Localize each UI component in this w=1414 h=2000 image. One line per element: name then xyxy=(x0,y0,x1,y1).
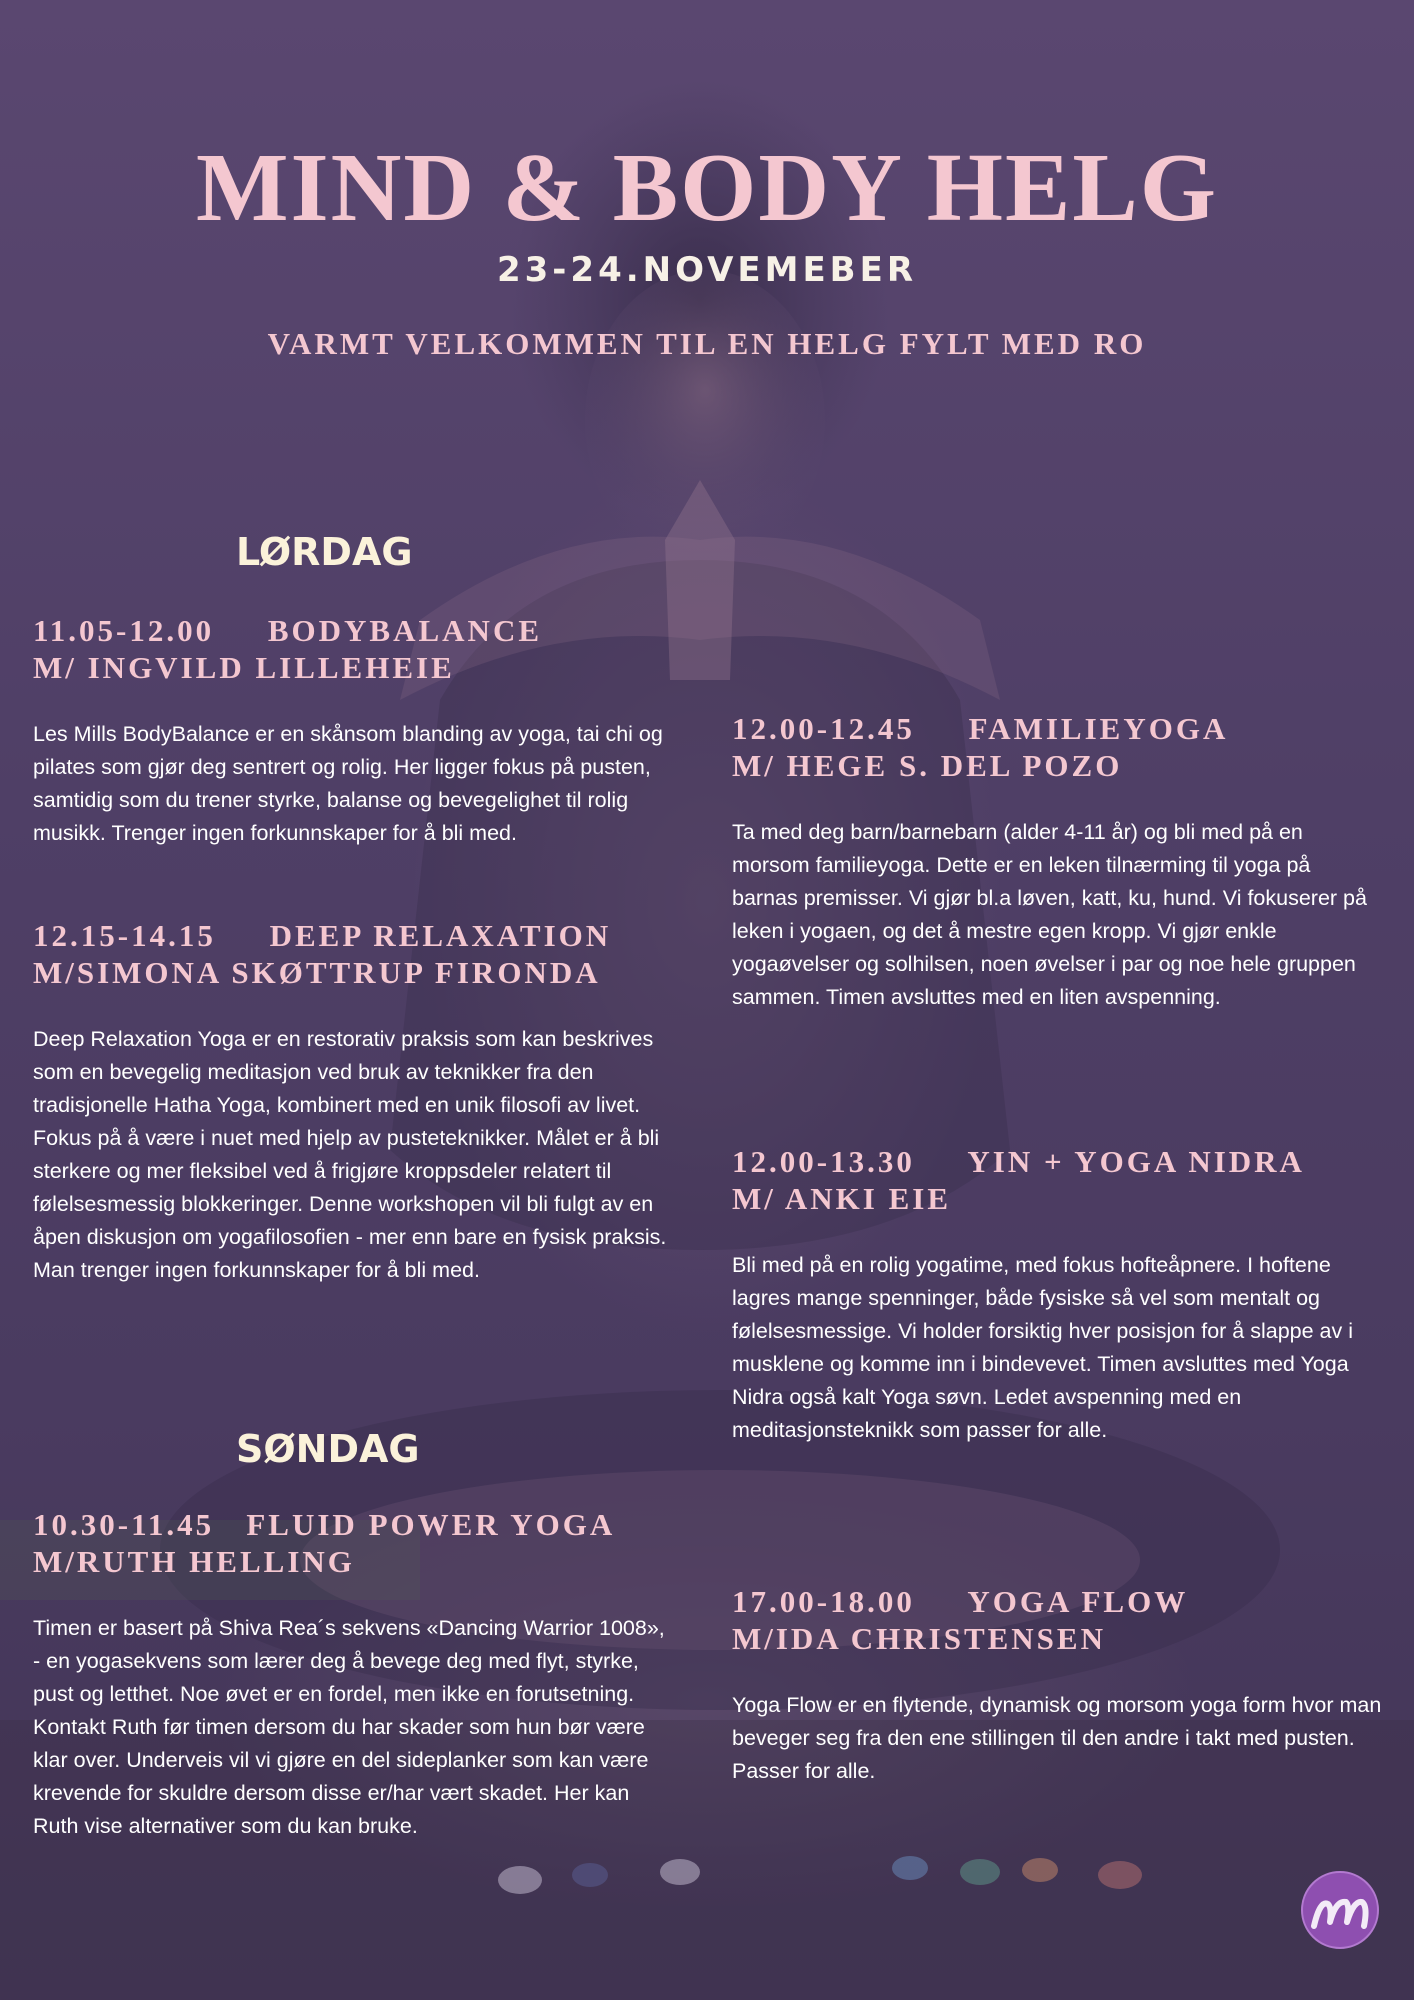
session-yoga-flow xyxy=(732,1583,1382,1788)
session-time-title: 12.15-14.15 DEEP RELAXATION xyxy=(33,918,612,953)
session-time-title: 10.30-11.45 FLUID POWER YOGA xyxy=(33,1507,616,1542)
session-time-title: 12.00-13.30 YIN + YOGA NIDRA xyxy=(732,1144,1305,1179)
session-description: Timen er basert på Shiva Rea´s sekvens «Dancing Warrior 1008», - en yogasekvens som lærer deg å bevege deg med flyt, styrke, pust og letthet. Noe øvet er en fordel, men ikke en forutsetning. Kontakt Ruth før timen dersom du har skader som hun bør være klar over. Underveis vil vi gjøre en del sideplanker som kan være krevende for skuldre dersom disse er/har vært skadet. Her kan Ruth vise alternativer som du kan bruke. xyxy=(33,1616,665,1838)
session-instructor: M/SIMONA SKØTTRUP FIRONDA xyxy=(33,955,601,990)
session-time-title: 11.05-12.00 BODYBALANCE xyxy=(33,613,543,648)
m-logo-icon xyxy=(1300,1870,1380,1950)
day-heading-sunday: SØNDAG xyxy=(236,1427,420,1471)
session-instructor: M/RUTH HELLING xyxy=(33,1544,355,1579)
page-title: MIND & BODY HELG xyxy=(195,134,1218,242)
session-time-title: 12.00-12.45 FAMILIEYOGA xyxy=(732,711,1229,746)
session-time-title: 17.00-18.00 YOGA FLOW xyxy=(732,1584,1189,1619)
session-description: Bli med på en rolig yogatime, med fokus hofteåpnere. I hoftene lagres mange spenninger, både fysiske så vel som mentalt og følelsesmessige. Vi holder forsiktig hver posisjon for å slappe av i musklene og komme inn i bindevevet. Timen avsluttes med Yoga Nidra også kalt Yoga søvn. Ledet avspenning med en meditasjonsteknikk som passer for alle. xyxy=(732,1253,1354,1442)
session-familieyoga xyxy=(732,710,1382,1014)
session-instructor: M/ ANKI EIE xyxy=(732,1181,952,1216)
session-instructor: M/ INGVILD LILLEHEIE xyxy=(33,650,455,685)
event-date: 23-24.NOVEMEBER xyxy=(496,250,918,290)
session-description: Ta med deg barn/barnebarn (alder 4-11 år) og bli med på en morsom familieyoga. Dette er en leken tilnærming til yoga på barnas premisser. Vi gjør bl.a løven, katt, ku, hund. Vi fokuserer på leken i yogaen, og det å mestre egen kropp. Vi gjør enkle yogaøvelser og solhilsen, noen øvelser i par og noe hele gruppen sammen. Timen avsluttes med en liten avspenning. xyxy=(732,820,1367,1009)
session-yin-yoga-nidra xyxy=(732,1143,1382,1447)
session-description: Yoga Flow er en flytende, dynamisk og morsom yoga form hvor man beveger seg fra den ene stillingen til den andre i takt med pusten. Passer for alle. xyxy=(732,1693,1382,1783)
session-description: Les Mills BodyBalance er en skånsom blanding av yoga, tai chi og pilates som gjør deg sentrert og rolig. Her ligger fokus på pusten, samtidig som du trener styrke, balanse og bevegelighet til rolig musikk. Trenger ingen forkunnskaper for å bli med. xyxy=(33,722,663,845)
session-fluid-power-yoga xyxy=(33,1506,673,1843)
session-deep-relaxation xyxy=(33,917,673,1287)
session-instructor: M/ HEGE S. DEL POZO xyxy=(732,748,1123,783)
session-bodybalance xyxy=(33,612,673,850)
session-description: Deep Relaxation Yoga er en restorativ praksis som kan beskrives som en bevegelig meditasjon ved bruk av teknikker fra den tradisjonelle Hatha Yoga, kombinert med en unik filosofi av livet. Fokus på å være i nuet med hjelp av pusteteknikker. Målet er å bli sterkere og mer fleksibel ved å frigjøre kroppsdeler relatert til følelsesmessig blokkeringer. Denne workshopen vil bli fulgt av en åpen diskusjon om yogafilosofien - mer enn bare en fysisk praksis. Man trenger ingen forkunnskaper for å bli med. xyxy=(33,1027,667,1282)
welcome-tagline: VARMT VELKOMMEN TIL EN HELG FYLT MED RO xyxy=(267,326,1147,361)
day-heading-saturday: LØRDAG xyxy=(236,530,413,574)
session-instructor: M/IDA CHRISTENSEN xyxy=(732,1621,1106,1656)
